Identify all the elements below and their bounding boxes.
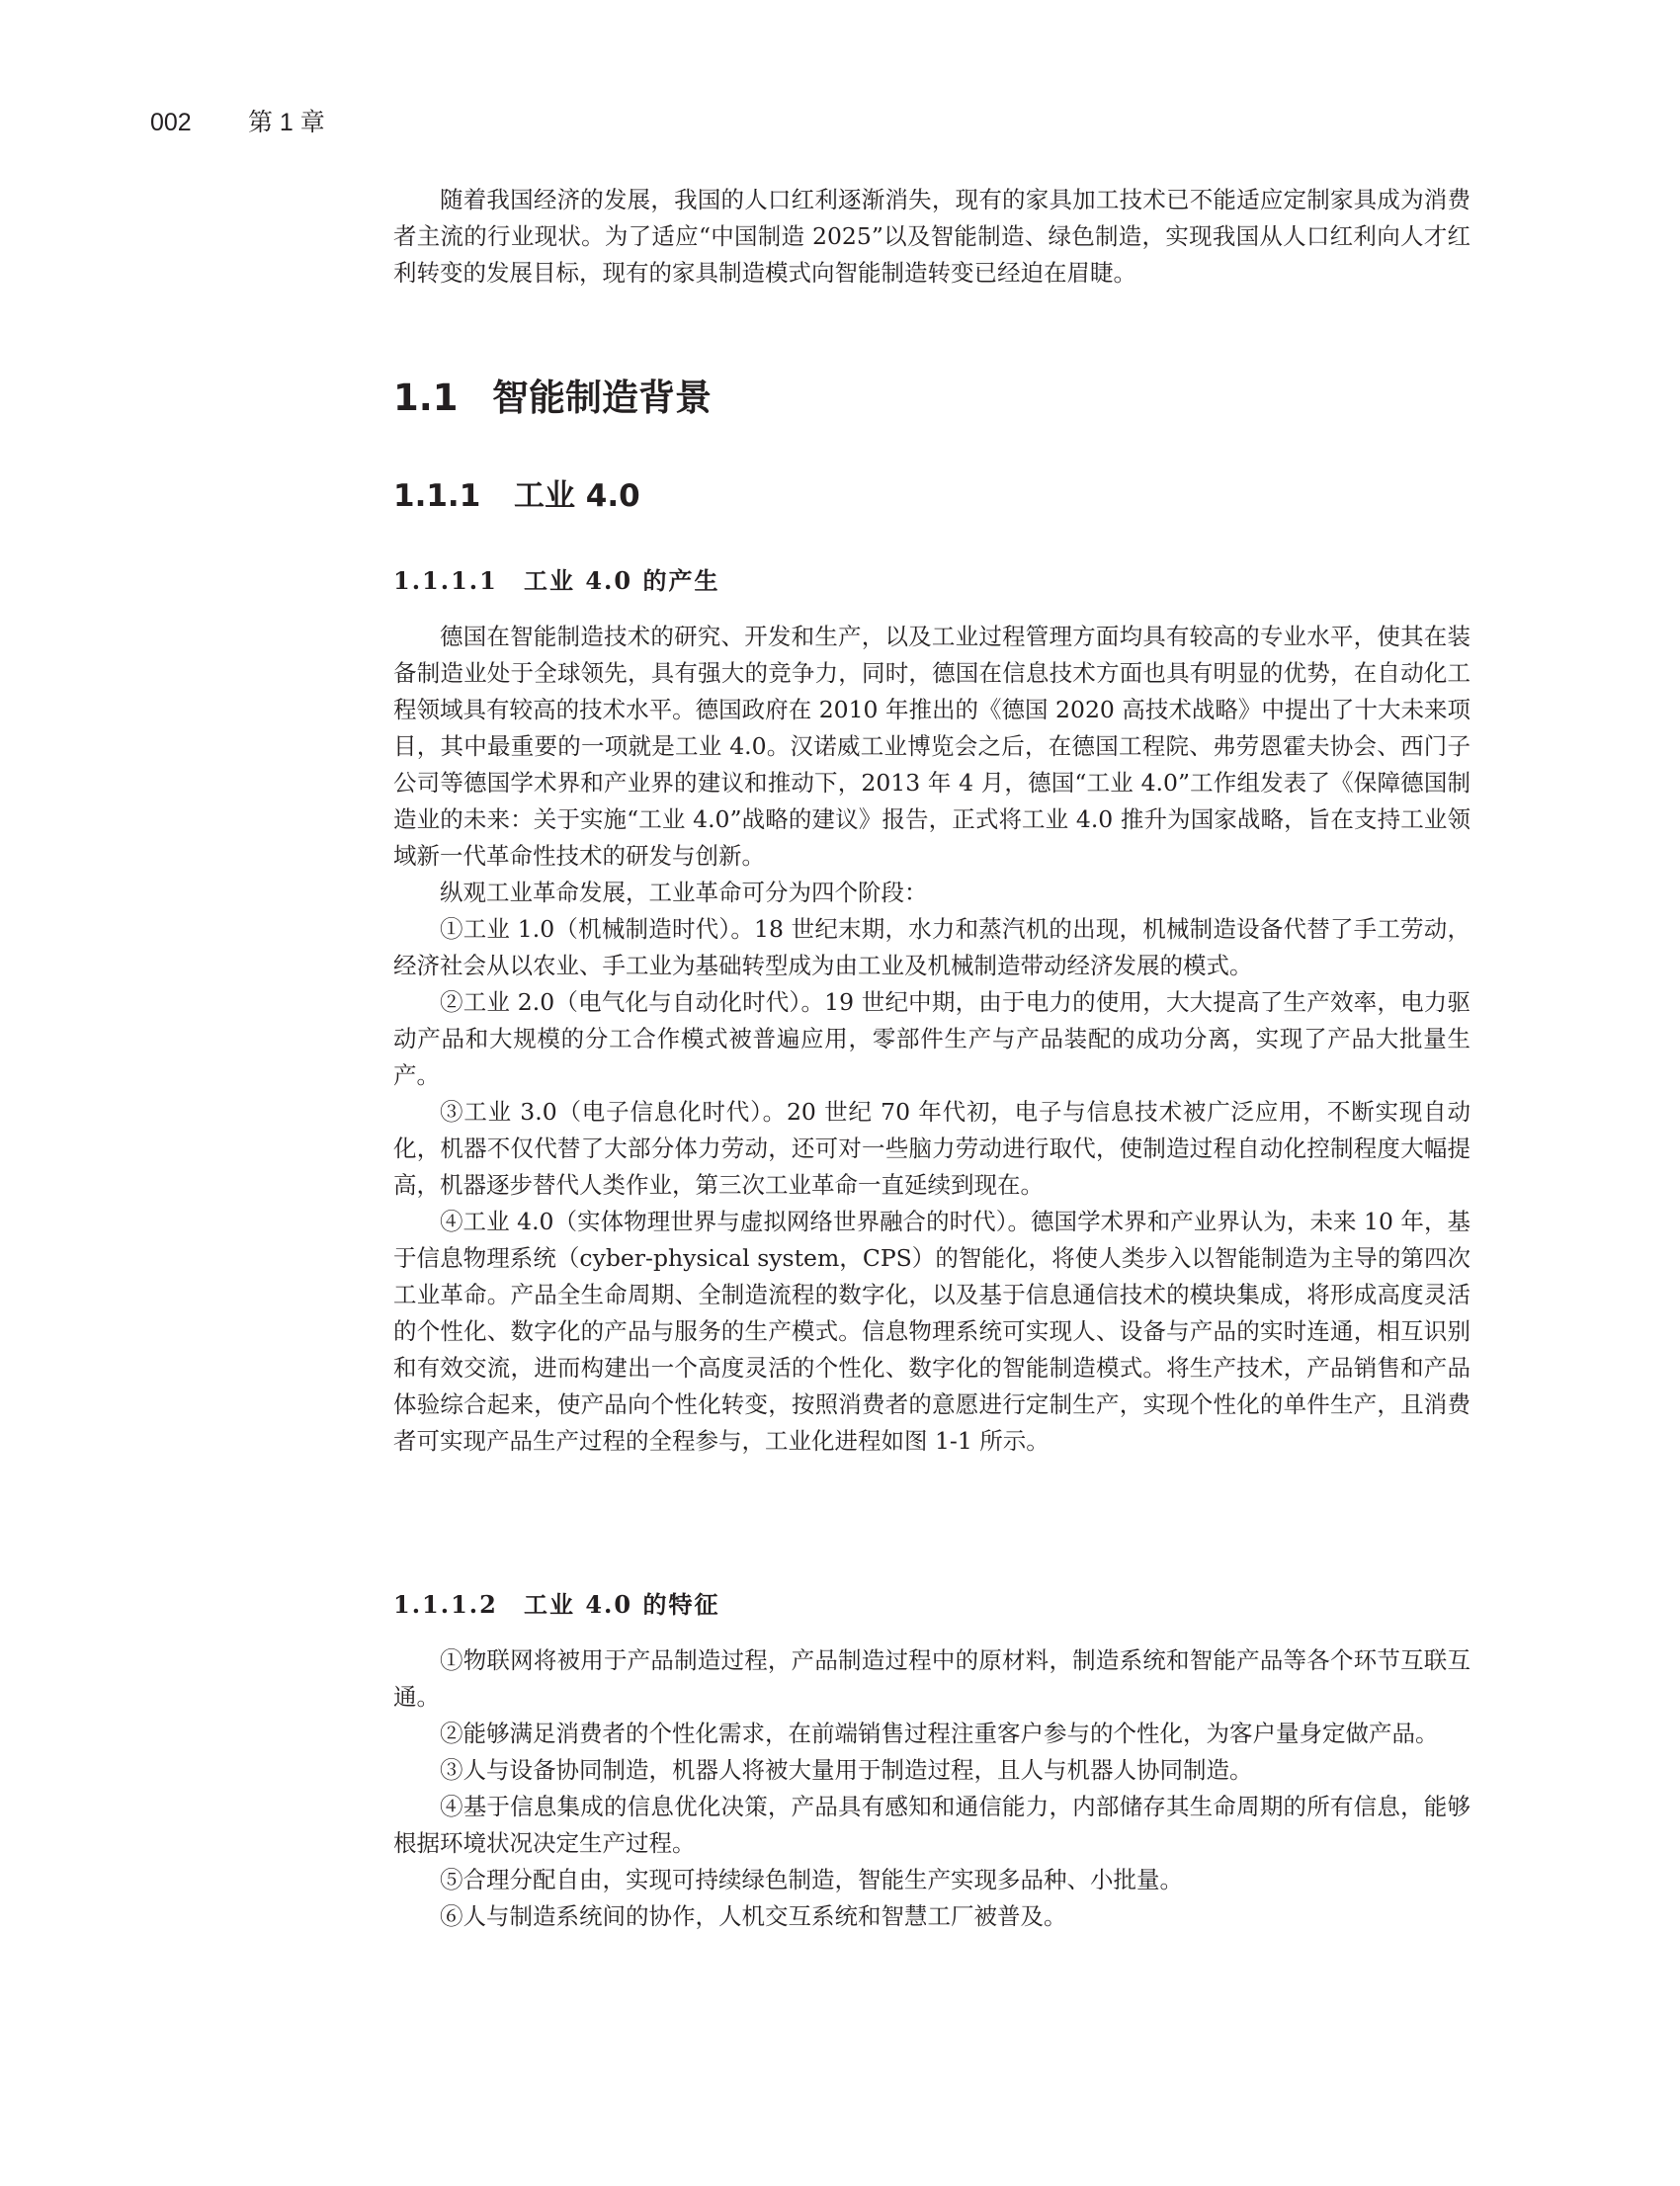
sub1-title: 工业 4.0 的产生 (524, 566, 720, 595)
sub2-body (393, 1642, 1470, 1935)
feature-item: ⑤合理分配自由，实现可持续绿色制造，智能生产实现多品种、小批量。 (440, 1866, 1183, 1893)
subsection-heading (393, 470, 640, 515)
sub2-title: 工业 4.0 的特征 (524, 1590, 720, 1619)
intro-block (393, 182, 1470, 292)
feature-item: ①物联网将被用于产品制造过程，产品制造过程中的原材料，制造系统和智能产品等各个环节互联互通。 (393, 1646, 1470, 1711)
subsection-number: 1.1.1 (393, 478, 481, 514)
section-number: 1.1 (393, 377, 459, 419)
sub2-number: 1.1.1.2 (393, 1590, 498, 1619)
paragraph: 纵观工业革命发展，工业革命可分为四个阶段： (440, 879, 928, 906)
intro-paragraph: 随着我国经济的发展，我国的人口红利逐渐消失，现有的家具加工技术已不能适应定制家具成为消费者主流的行业现状。为了适应“中国制造 2025”以及智能制造、绿色制造，实现我国从人口红利向人才红利转变的发展目标，现有的家具制造模式向智能制造转变已经迫在眉睫。 (393, 186, 1470, 287)
paragraph: ③工业 3.0（电子信息化时代）。20 世纪 70 年代初，电子与信息技术被广泛应用，不断实现自动化，机器不仅代替了大部分体力劳动，还可对一些脑力劳动进行取代，使制造过程自动化控制程度大幅提高，机器逐步替代人类作业，第三次工业革命一直延续到现在。 (393, 1098, 1470, 1199)
paragraph: ④工业 4.0（实体物理世界与虚拟网络世界融合的时代）。德国学术界和产业界认为，未来 10 年，基于信息物理系统（cyber-physical system，CPS）的智能化，将使人类步入以智能制造为主导的第四次工业革命。产品全生命周期、全制造流程的数字化，以及基于信息通信技术的模块集成，将形成高度灵活的个性化、数字化的产品与服务的生产模式。信息物理系统可实现人、设备与产品的实时连通，相互识别和有效交流，进而构建出一个高度灵活的个性化、数字化的智能制造模式。将生产技术，产品销售和产品体验综合起来，使产品向个性化转变，按照消费者的意愿进行定制生产，实现个性化的单件生产，且消费者可实现产品生产过程的全程参与，工业化进程如图 1-1 所示。 (393, 1208, 1470, 1455)
feature-item: ②能够满足消费者的个性化需求，在前端销售过程注重客户参与的个性化，为客户量身定做产品。 (440, 1720, 1439, 1747)
section-heading (393, 368, 712, 421)
paragraph: 德国在智能制造技术的研究、开发和生产，以及工业过程管理方面均具有较高的专业水平，使其在装备制造业处于全球领先，具有强大的竞争力，同时，德国在信息技术方面也具有明显的优势，在自动化工程领域具有较高的技术水平。德国政府在 2010 年推出的《德国 2020 高技术战略》中提出了十大未来项目，其中最重要的一项就是工业 4.0。汉诺威工业博览会之后，在德国工程院、弗劳恩霍夫协会、西门子公司等德国学术界和产业界的建议和推动下，2013 年 4 月，德国“工业 4.0”工作组发表了《保障德国制造业的未来：关于实施“工业 4.0”战略的建议》报告，正式将工业 4.0 推升为国家战略，旨在支持工业领域新一代革命性技术的研发与创新。 (393, 623, 1470, 870)
chapter-label: 第 1 章 (247, 109, 325, 136)
paragraph: ②工业 2.0（电气化与自动化时代）。19 世纪中期，由于电力的使用，大大提高了生产效率，电力驱动产品和大规模的分工合作模式被普遍应用，零部件生产与产品装配的成功分离，实现了产品大批量生产。 (393, 988, 1470, 1089)
page-header (150, 103, 325, 138)
section-title: 智能制造背景 (492, 377, 712, 419)
subsection-title: 工业 4.0 (514, 478, 640, 514)
sub1-heading (393, 561, 719, 596)
feature-item: ⑥人与制造系统间的协作，人机交互系统和智慧工厂被普及。 (440, 1902, 1067, 1930)
page-number: 002 (150, 109, 192, 136)
paragraph: ①工业 1.0（机械制造时代）。18 世纪末期，水力和蒸汽机的出现，机械制造设备代替了手工劳动，经济社会从以农业、手工业为基础转型成为由工业及机械制造带动经济发展的模式。 (393, 915, 1470, 979)
sub2-heading (393, 1585, 719, 1620)
feature-item: ④基于信息集成的信息优化决策，产品具有感知和通信能力，内部储存其生命周期的所有信息，能够根据环境状况决定生产过程。 (393, 1793, 1470, 1857)
feature-item: ③人与设备协同制造，机器人将被大量用于制造过程，且人与机器人协同制造。 (440, 1756, 1253, 1784)
sub1-body (393, 619, 1470, 1460)
sub1-number: 1.1.1.1 (393, 566, 498, 595)
